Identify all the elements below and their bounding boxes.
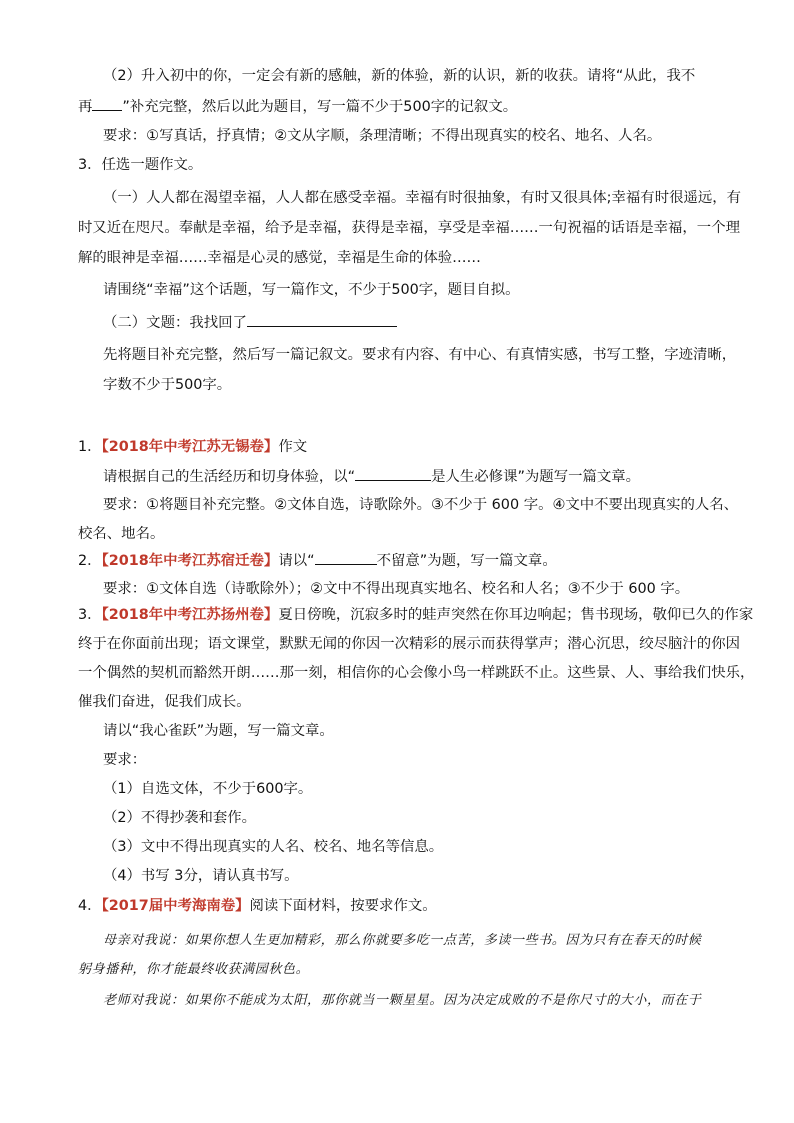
q3-option-1-line-2: 时又近在咫尺。奉献是幸福，给予是幸福，获得是幸福，享受是幸福……一句祝福的话语是幸福，一个理 [78,220,740,236]
item-number: 2． [78,553,102,569]
item-4-heading [78,896,437,916]
item-3-line-4: 催我们奋进，促我们成长。 [78,694,251,710]
item-4-quote-1-line-2: 躬身播种，你才能最终收获满园秋色。 [78,962,310,977]
fill-blank [355,466,431,481]
text: ”补充完整，然后以此为题目，写一篇不少于500字的记叙文。 [122,99,518,115]
item-3-req-2: （2）不得抄袭和套作。 [103,810,257,826]
item-3-line-6: 要求： [103,752,147,768]
para-2-line-2 [78,96,517,117]
text: 作文 [278,439,308,455]
fill-blank [315,550,377,565]
item-number: 3． [78,607,102,623]
item-3-heading [78,605,753,625]
fill-blank [247,312,397,327]
source-tag: 【2017届中考海南卷】 [101,898,250,914]
q3-option-2-title [103,312,397,333]
source-tag: 【2018年中考江苏无锡卷】 [101,439,279,455]
item-2-line-2: 要求：①文体自选（诗歌除外）；②文中不得出现真实地名、校名和人名；③不少于 600 字。 [103,581,690,597]
item-3-line-3: 一个偶然的契机而豁然开朗……那一刻，相信你的心会像小鸟一样跳跃不止。这些景、人、事给我们快乐， [78,665,755,681]
item-4-quote-2-line-1: 老师对我说：如果你不能成为太阳，那你就当一颗星星。因为决定成败的不是你尺寸的大小，而在于 [103,993,702,1008]
fill-blank [92,96,122,111]
q3-option-2-line-2: 字数不少于500字。 [103,377,232,393]
text: 不留意”为题，写一篇文章。 [376,553,557,569]
text: 请根据自己的生活经历和切身体验，以“ [103,469,356,485]
text: 是人生必修课”为题写一篇文章。 [431,469,641,485]
question-3-title: 3．任选一题作文。 [78,157,203,173]
source-tag: 【2018年中考江苏宿迁卷】 [101,553,279,569]
item-1-line-3: 要求：①将题目补充完整。②文体自选，诗歌除外。③不少于 600 字。④文中不要出现真实的人名、 [103,497,739,513]
text: 阅读下面材料，按要求作文。 [249,898,437,914]
text: （二）文题：我找回了 [103,315,247,331]
q3-option-1-requirement: 请围绕“幸福”这个话题，写一篇作文，不少于500字，题目自拟。 [103,282,520,298]
item-3-line-5: 请以“我心雀跃”为题，写一篇文章。 [103,723,334,739]
item-3-req-3: （3）文中不得出现真实的人名、校名、地名等信息。 [103,839,444,855]
item-3-req-4: （4）书写 3分，请认真书写。 [103,868,299,884]
q3-option-2-line-1: 先将题目补充完整，然后写一篇记叙文。要求有内容、有中心、有真情实感，书写工整，字迹清晰， [103,347,737,363]
text: 夏日傍晚，沉寂多时的蛙声突然在你耳边响起；售书现场，敬仰已久的作家 [278,607,754,623]
item-3-req-1: （1）自选文体，不少于600字。 [103,781,313,797]
item-1-line-2 [103,466,640,487]
item-number: 4． [78,898,102,914]
item-3-line-2: 终于在你面前出现；语文课堂，默默无闻的你因一次精彩的展示而获得掌声；潜心沉思，绞尽脑汁的你因 [78,636,740,652]
item-1-line-4: 校名、地名。 [78,526,165,542]
item-4-quote-1-line-1: 母亲对我说：如果你想人生更加精彩，那么你就要多吃一点苦，多读一些书。因为只有在春天的时候 [103,933,702,948]
text: 请以“ [278,553,315,569]
text: 再 [78,99,93,115]
source-tag: 【2018年中考江苏扬州卷】 [101,607,279,623]
item-number: 1． [78,439,102,455]
item-1-heading [78,437,307,457]
para-2-requirements: 要求：①写真话，抒真情；②文从字顺，条理清晰；不得出现真实的校名、地名、人名。 [103,128,662,144]
para-2-line-1: （2）升入初中的你，一定会有新的感触，新的体验，新的认识，新的收获。请将“从此，我不 [103,68,696,84]
q3-option-1-line-1: （一）人人都在渴望幸福，人人都在感受幸福。幸福有时很抽象，有时又很具体;幸福有时很遥远，有 [103,190,742,206]
q3-option-1-line-3: 解的眼神是幸福……幸福是心灵的感觉，幸福是生命的体验…… [78,250,481,266]
item-2-heading [78,550,557,571]
